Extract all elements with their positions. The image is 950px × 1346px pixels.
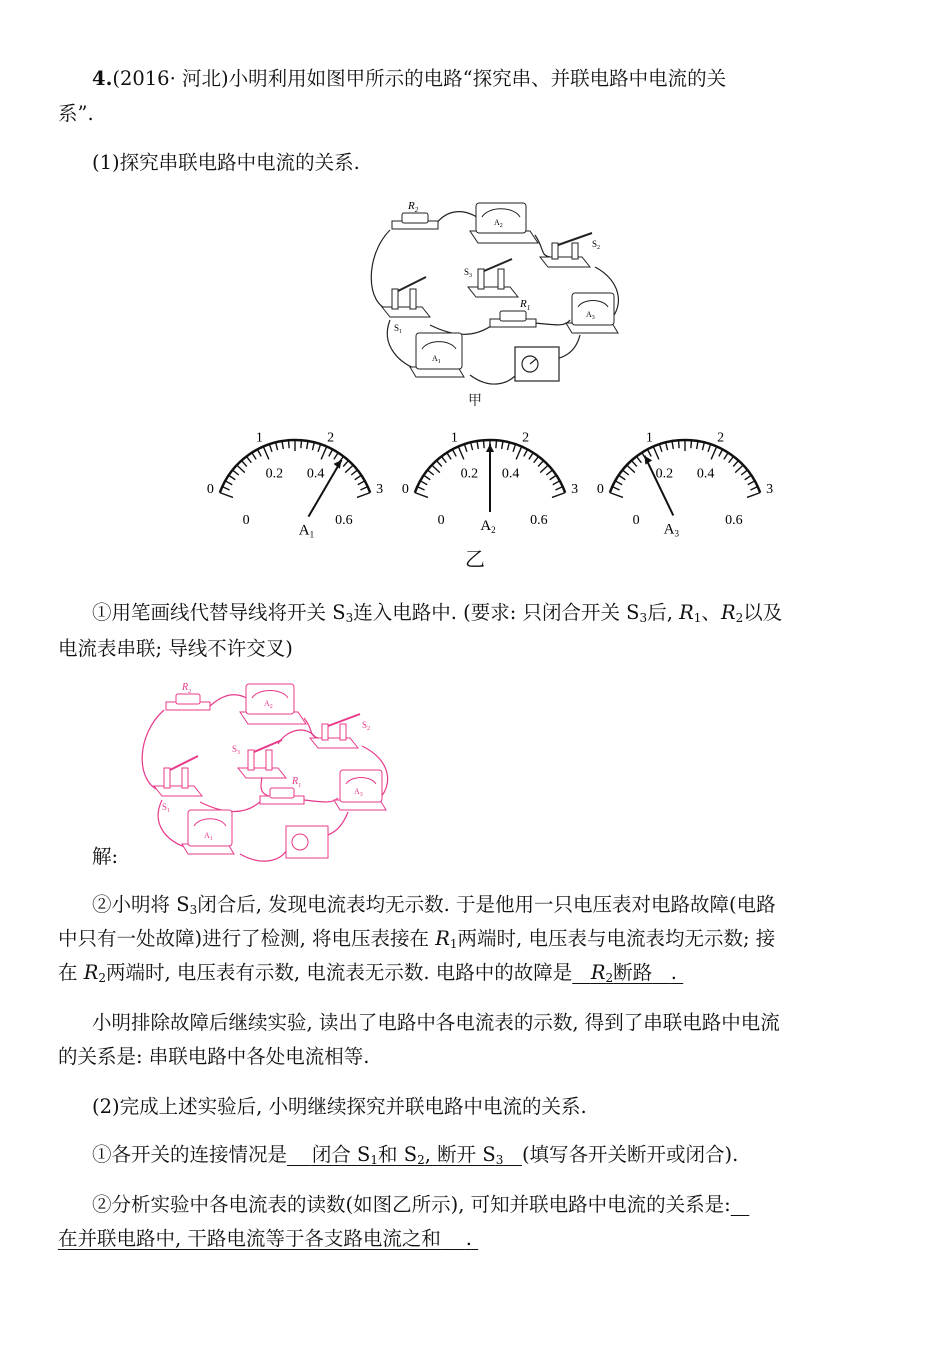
dial-tick [659,444,662,452]
dial-tick [729,456,734,462]
dial-tick [631,461,636,467]
dial-tick [615,481,622,485]
svg-text:S2: $S_2$ [362,720,371,732]
dial-tick [552,493,565,498]
figure-yi-caption: 乙 [465,547,485,571]
outer-tick-label: 3 [766,482,774,498]
dial-tick [741,470,747,475]
dial-tick [678,440,679,448]
dial-tick [452,449,456,456]
outer-tick-label: 3 [571,482,579,498]
dial-tick [447,453,451,460]
dial-tick [550,475,557,479]
svg-text:S1: $S_1$ [162,802,171,814]
question-stem-line2: 系”. [58,102,94,125]
dial-tick [745,475,752,479]
dial-tick [477,441,478,449]
q2-answer: $R_2$断路 . [590,961,677,985]
answer-circuit [136,680,406,860]
s1-switch [382,277,430,317]
meter-needle [645,456,674,516]
inner-tick-label: 0.6 [725,513,743,529]
dial-tick [229,475,236,479]
part2-q2-answer: 在并联电路中, 干路电流等于各支路电流之和 . [58,1227,472,1250]
inner-tick-label: 0.4 [696,466,715,482]
dial-tick [538,461,543,467]
outer-tick-label: 1 [450,430,458,446]
r1-resistor [490,311,536,327]
dial-tick [553,481,560,485]
dial-tick [627,465,635,473]
dial-tick [653,447,659,460]
outer-tick-label: 0 [206,482,214,498]
ammeter-dial-1 [207,430,383,539]
r2-resistor [392,213,438,229]
inner-tick-label: 0.4 [306,466,325,482]
needle-arrow [334,457,345,468]
dial-tick [516,447,522,460]
dial-tick [241,461,246,467]
outer-tick-label: 2 [717,430,725,446]
part2-title: (2)完成上述实验后, 小明继续探究并联电路中电流的关系. [92,1095,587,1118]
dial-tick [483,440,484,448]
dial-tick [436,461,441,467]
dial-tick [555,487,562,490]
outer-tick-label: 0 [596,482,604,498]
dial-tick [318,444,321,452]
outer-tick-label: 2 [327,430,335,446]
q2-line2: 中只有一处故障)进行了检测, 将电压表接在 $R_1$两端时, 电压表与电流表均无示数; 接 [58,927,776,951]
q2-line1: ②小明将 $S_3$闭合后, 发现电流表均无示数. 于是他用一只电压表对电路故障(电路 [92,893,776,917]
svg-text:R2: $R_2$ [408,200,419,214]
dial-tick [534,456,539,462]
dial-tick [220,493,233,498]
dial-tick [415,493,428,498]
needle-arrow [486,444,494,452]
dial-tick [432,465,440,473]
svg-text:A2: $A_2$ [264,699,273,710]
s2-switch [540,233,592,267]
dial-tick [417,487,424,490]
figure-yi-meters [200,420,790,540]
dial-tick [502,441,503,449]
dial-tick [334,453,338,460]
inner-tick-label: 0.4 [501,466,520,482]
dial-tick [636,456,641,462]
outer-tick-label: 1 [645,430,653,446]
svg-text:S2: $S_2$ [592,239,601,251]
power-supply [515,347,559,381]
inner-tick-label: 0 [242,513,250,529]
svg-text:S1: $S_1$ [394,323,403,335]
dial-tick [540,465,548,473]
dial-tick [702,442,704,450]
part2-q1-answer: 闭合 $S_1$和 $S_2$, 断开 $S_3$ [311,1143,504,1167]
dial-tick [357,493,370,498]
a3-ammeter [566,293,618,333]
svg-text:A3: $A_3$ [586,310,595,321]
dial-tick [269,444,272,452]
dial-tick [288,440,289,448]
question-stem: 小明利用如图甲所示的电路“探究串、并联电路中电流的关 [228,67,727,90]
dial-tick [529,453,533,460]
svg-text:S3: $S_3$ [464,267,473,279]
dial-tick [464,444,467,452]
dial-tick [263,447,269,460]
dial-tick [619,475,626,479]
inner-tick-label: 0 [437,513,445,529]
q2-line3: 在 $R_2$两端时, 电压表有示数, 电流表无示数. 电路中的故障是 $R_2$断路 . [58,956,898,990]
dial-tick [233,470,239,475]
svg-text:A1: $A_1$ [204,831,213,842]
ammeter-dial-2 [402,430,578,535]
part2-q2-line1: ②分析实验中各电流表的读数(如图乙所示), 可知并联电路中电流的关系是: [92,1193,731,1216]
dial-tick [282,441,283,449]
question-source: (2016· 河北) [112,67,229,90]
dial-tick [458,447,464,460]
meter-label: $A_3$ [663,521,679,539]
dial-tick [246,456,251,462]
dial-tick [747,493,760,498]
part1-title: (1)探究串联电路中电流的关系. [92,151,360,174]
dial-tick [708,444,711,452]
dial-tick [428,470,434,475]
dial-tick [301,440,302,448]
part2-q2-line2 [58,1222,898,1256]
svg-text:A1: $A_1$ [432,354,441,365]
dial-tick [691,440,692,448]
svg-text:A3: $A_3$ [354,787,363,798]
inner-tick-label: 0.6 [335,513,353,529]
dial-tick [420,481,427,485]
dial-tick [225,481,232,485]
dial-tick [355,475,362,479]
dial-tick [666,442,668,450]
dial-tick [222,487,229,490]
dial-tick [724,453,728,460]
dial-tick [546,470,552,475]
dial-tick [360,487,367,490]
dial-tick [623,470,629,475]
dial-tick [343,461,348,467]
dial-tick [612,487,619,490]
dial-tick [252,453,256,460]
svg-text:R1: $R_1$ [292,776,302,789]
outer-tick-label: 3 [376,482,384,498]
summary-line2: 的关系是: 串联电路中各处电流相等. [58,1045,370,1068]
part2-q1: ①各开关的连接情况是 闭合 $S_1$和 $S_2$, 断开 $S_3$ (填写各开关断开或闭合). [92,1143,739,1167]
dial-tick [719,449,723,456]
dial-tick [524,449,528,456]
dial-tick [276,442,278,450]
question-number: 4. [92,67,113,90]
summary-line1: 小明排除故障后继续实验, 读出了电路中各电流表的示数, 得到了串联电路中电流 [92,1011,780,1034]
dial-tick [441,456,446,462]
q1-line2: 电流表串联; 导线不许交叉) [58,637,293,660]
dial-tick [748,481,755,485]
figure-jia-circuit [360,195,640,385]
ammeter-dial-3 [597,430,773,538]
dial-tick [750,487,757,490]
dial-tick [345,465,353,473]
dial-tick [321,447,327,460]
svg-text:A2: $A_2$ [494,218,503,229]
dial-tick [507,442,509,450]
dial-tick [672,441,673,449]
dial-tick [471,442,473,450]
outer-tick-label: 2 [522,430,530,446]
figure-jia-caption: 甲 [468,393,482,409]
s3-switch [468,259,518,297]
dial-tick [424,475,431,479]
a2-ammeter [470,203,538,243]
dial-tick [697,441,698,449]
answer-label: 解: [92,845,119,868]
dial-tick [257,449,261,456]
dial-tick [496,440,497,448]
outer-tick-label: 1 [255,430,263,446]
inner-tick-label: 0 [632,513,640,529]
inner-tick-label: 0.2 [265,466,284,482]
dial-tick [647,449,651,456]
dial-tick [610,493,623,498]
q1-line1: ①用笔画线代替导线将开关 $S_3$连入电路中. (要求: 只闭合开关 $S_3$后, $R_1$、$R_2$以及 [92,601,783,625]
dial-tick [733,461,738,467]
inner-tick-label: 0.6 [530,513,548,529]
dial-tick [513,444,516,452]
inner-tick-label: 0.2 [460,466,479,482]
svg-text:R1: $R_1$ [520,298,531,312]
svg-text:R2: $R_2$ [182,682,192,695]
meter-label: $A_1$ [298,522,315,540]
meter-label: $A_2$ [480,518,496,535]
dial-tick [329,449,333,456]
svg-text:S3: $S_3$ [232,744,241,756]
dial-tick [358,481,365,485]
dial-tick [312,442,314,450]
dial-tick [351,470,357,475]
inner-tick-label: 0.2 [655,466,674,482]
dial-tick [237,465,245,473]
dial-tick [711,447,717,460]
outer-tick-label: 0 [401,482,409,498]
dial-tick [735,465,743,473]
question-stem-line1 [58,62,932,96]
dial-tick [307,441,308,449]
